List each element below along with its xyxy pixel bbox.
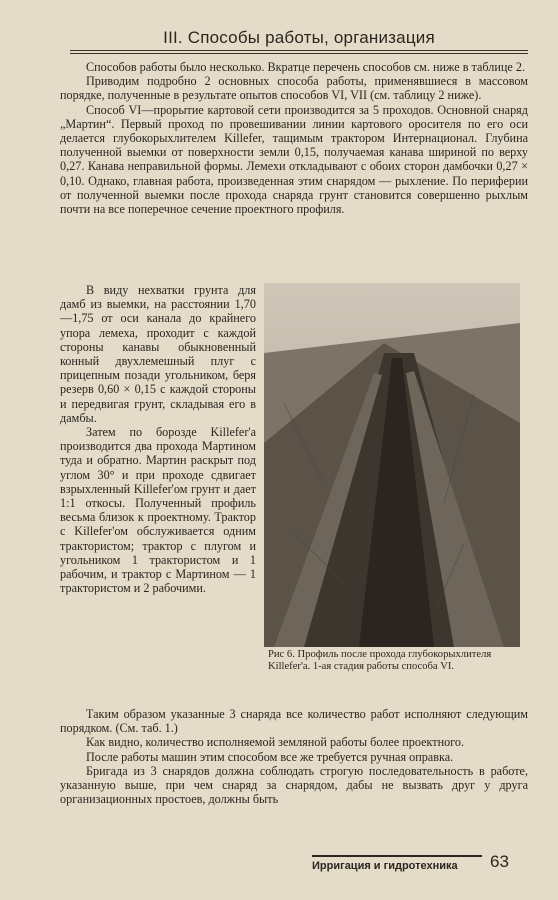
page-header <box>70 26 528 50</box>
canal-profile-photo <box>264 283 520 647</box>
paragraph-brigade: Бригада из 3 снарядов должна соблюдать строгую последовательность в работе, указанную выше, при чем снаряд за снарядом, дабы не вызвать друг у друга организационных простоев, должны быть <box>60 763 528 807</box>
paragraph-martin-passes: Затем по борозде Killefer'a производится два прохода Мартином туда и обратно. Мартин раскрыт под углом 30° и при проходе сдвигает взрыхленный Killefer'ом грунт и дает 1:1 откосы. Полученный профиль весьма близок к проектному. Трактор с Killefer'ом обслуживается одним трактористом; трактор с плугом и угольником 1 трактористом и 1 рабочим, и трактор с Мартином — 1 трактористом и 2 рабочими. <box>60 425 256 596</box>
top-text-block <box>60 60 528 216</box>
paragraph-method-vi: Способ VI—прорытие картовой сети производится за 5 проходов. Основной снаряд „Мартин“. Первый проход по провешивании линии картового оросителя по его оси делается глубокорыхлителем Killefer, тащимым трактором Интернационал. Глубина полученной выемки от поверхности земли 0,15, получаемая канава шириной по верху 0,27. Канава неправильной формы. Лемехи откладывают с обоих сторон дамбочки 0,27 × 0,10. Однако, главная работа, произведенная этим снарядом — рыхление. По периферии от полученной выемки после прохода снаряда грунт становится совершенно рыхлым почти на все поперечное сечение проектного профиля. <box>60 102 528 217</box>
section-title: III. Способы работы, организация <box>163 28 435 47</box>
page-number: 63 <box>490 852 509 871</box>
left-column-text <box>60 283 256 595</box>
header-rule <box>70 50 528 51</box>
footer-rule <box>312 855 482 857</box>
paragraph-intro: Способов работы было несколько. Вкратце перечень способов см. ниже в таблице 2. <box>86 60 526 74</box>
paragraph-methods: Приводим подробно 2 основных способа работы, применявшиеся в массовом порядке, полученные в результате опытов способов VI, VII (см. таблицу 2 ниже). <box>60 74 528 103</box>
header-rule-double <box>70 53 528 54</box>
paragraph-finishing: После работы машин этим способом все же требуется ручная оправка. <box>86 749 454 764</box>
paragraph-volume: Как видно, количество исполняемой земляной работы более проектного. <box>86 735 465 750</box>
bottom-text-block <box>60 707 528 806</box>
paragraph-sequence: Таким образом указанные 3 снаряда все количество работ исполняют следующим порядком. (См. таб. 1.) <box>60 707 528 736</box>
figure-caption: Рис 6. Профиль после прохода глубокорыхлителя Killefer'a. 1-ая стадия работы способа VI. <box>268 649 492 673</box>
paragraph-soil-shortage: В виду нехватки грунта для дамб из выемки, на расстоянии 1,70—1,75 от оси канала до крайнего упора лемеха, проходит с каждой стороны канавы обыкновенный конный двухлемешный плуг с прицепным позади угольником, беря резерв 0,60 × 0,15 с каждой стороны и передвигая грунт, складывая его в дамбы. <box>60 283 256 425</box>
journal-name: Ирригация и гидротехника <box>312 860 458 872</box>
